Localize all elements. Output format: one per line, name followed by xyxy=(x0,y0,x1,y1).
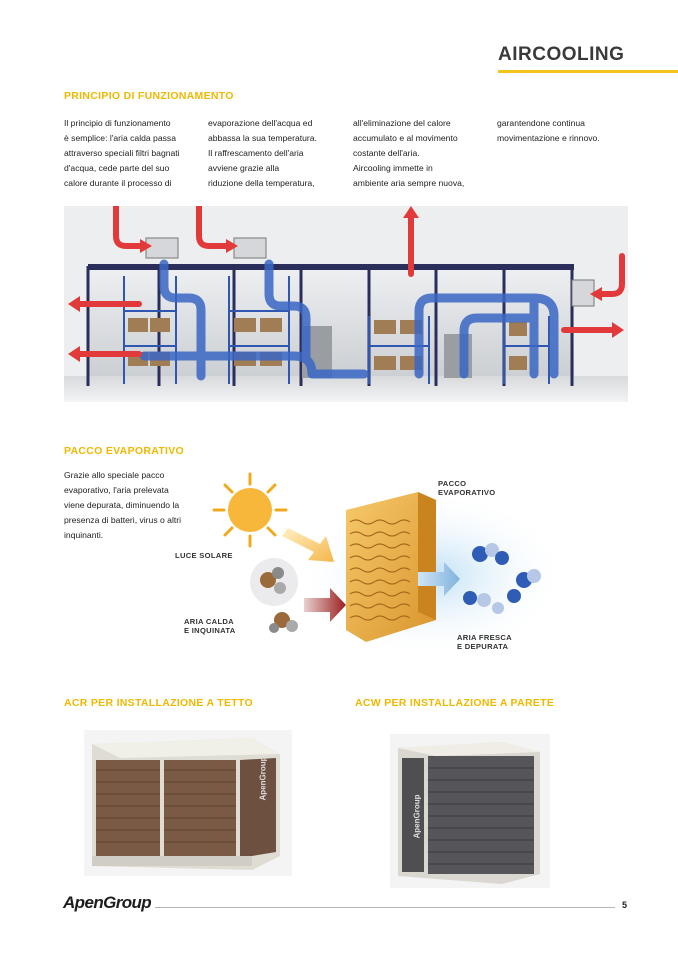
label-aria-calda: ARIA CALDA E INQUINATA xyxy=(184,617,236,635)
page-number: 5 xyxy=(622,900,628,910)
label-aria-fresca: ARIA FRESCA E DEPURATA xyxy=(457,633,512,651)
footer-divider xyxy=(155,907,615,908)
principio-column-3: all'eliminazione del calore accumulato e al movimento costante dell'aria. Aircooling immette in ambiente aria sempre nuova, xyxy=(353,118,465,188)
pacco-description: Grazie allo speciale pacco evaporativo, l'aria prelevata viene depurata, diminuendo la presenza di batteri, virus o altri inquinanti. xyxy=(64,470,182,540)
principio-column-2: evaporazione dell'acqua ed abbassa la sua temperatura. Il raffrescamento dell'aria avviene grazie alla riduzione della temperatura, xyxy=(208,118,317,188)
principio-column-4: garantendone continua movimentazione e rinnovo. xyxy=(497,118,600,143)
section-title-principio: PRINCIPIO DI FUNZIONAMENTO xyxy=(64,90,234,102)
section-title-acr: ACR PER INSTALLAZIONE A TETTO xyxy=(64,697,253,709)
acr-roof-unit-image xyxy=(84,730,292,876)
acr-unit-brand-label: ApenGroup xyxy=(258,756,268,801)
warehouse-airflow-illustration xyxy=(64,206,628,402)
title-underline xyxy=(498,70,678,73)
label-pacco-evaporativo: PACCO EVAPORATIVO xyxy=(438,479,496,497)
acw-unit-brand-label: ApenGroup xyxy=(412,794,422,839)
polluted-air-molecules xyxy=(250,558,298,633)
page-title: AIRCOOLING xyxy=(498,44,625,65)
apengroup-logo: ApenGroup xyxy=(63,893,152,912)
evaporative-pack-icon xyxy=(346,492,436,642)
sun-icon xyxy=(214,474,286,546)
section-title-acw: ACW PER INSTALLAZIONE A PARETE xyxy=(355,697,555,709)
section-title-pacco: PACCO EVAPORATIVO xyxy=(64,445,185,457)
principio-column-1: Il principio di funzionamento è semplice: l'aria calda passa attraverso speciali filtri bagnati d'acqua, cede parte del suo calore durante il processo di xyxy=(64,118,180,188)
label-luce-solare: LUCE SOLARE xyxy=(175,551,233,560)
